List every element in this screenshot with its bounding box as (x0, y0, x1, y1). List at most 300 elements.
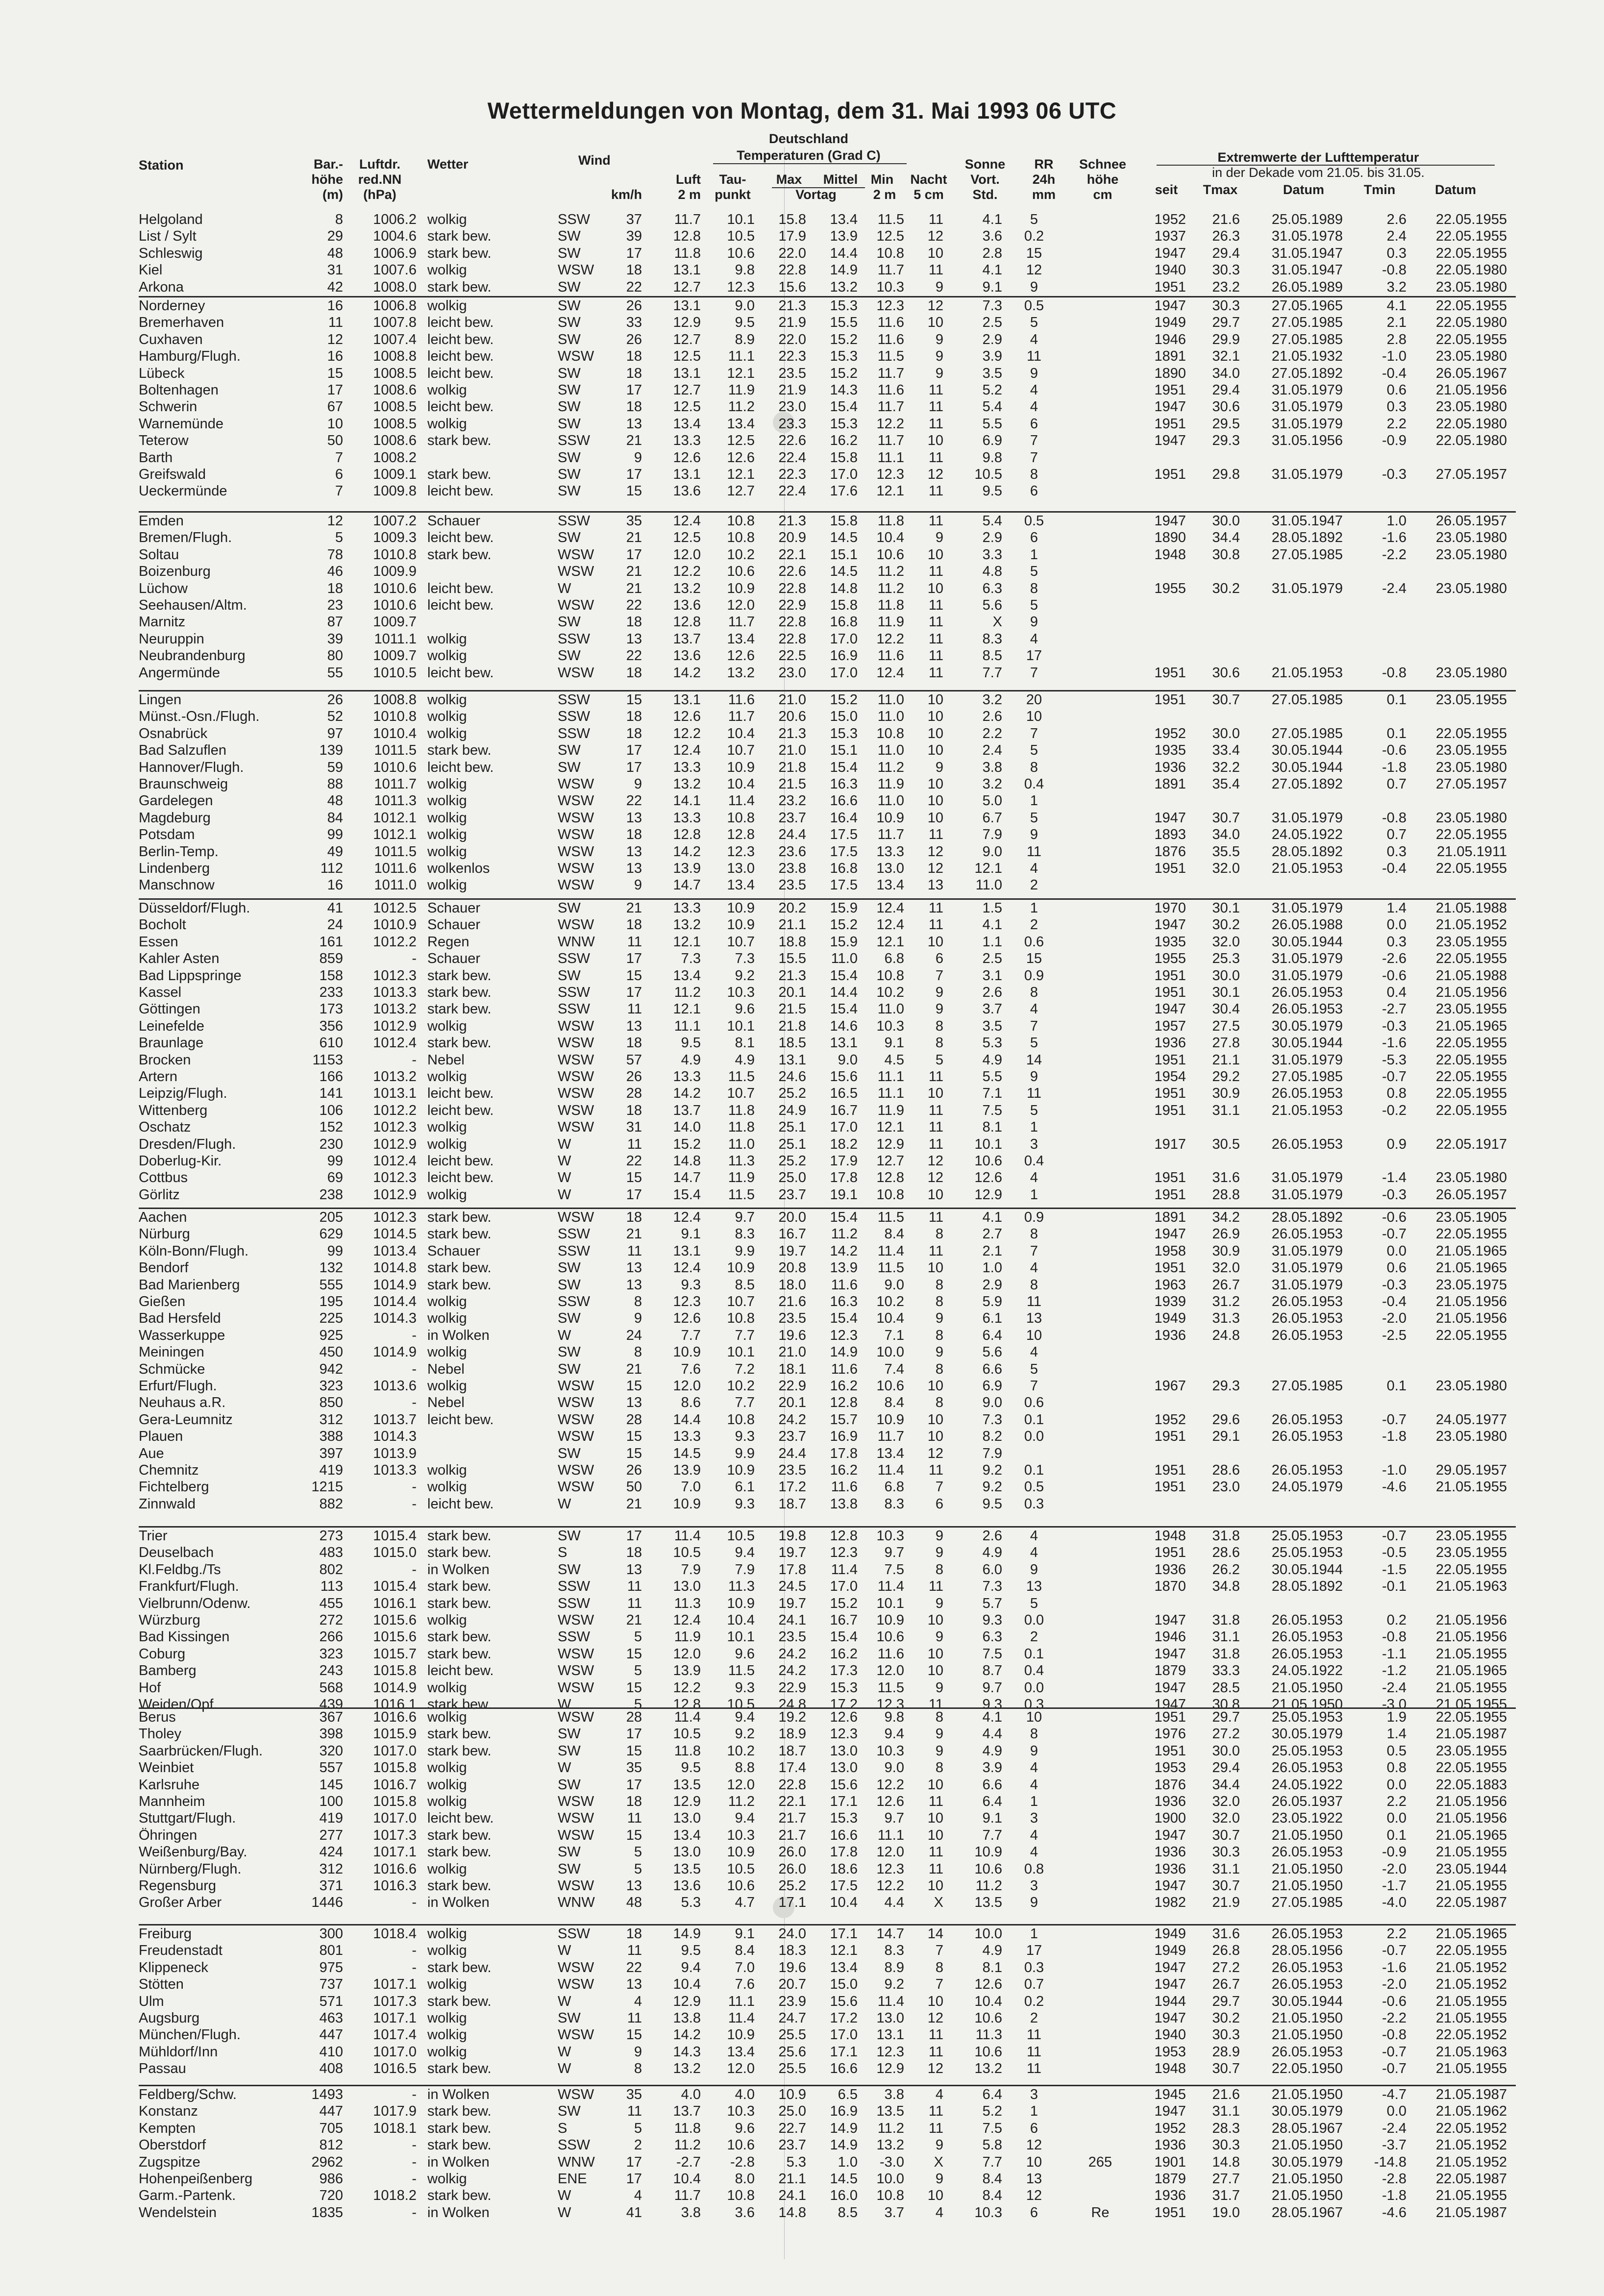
cell-wind-dir: WSW (558, 1086, 594, 1102)
cell-luft: 12.9 (673, 315, 701, 331)
cell-bar-hoehe: 139 (319, 742, 343, 759)
cell-wind-speed: 50 (626, 1479, 642, 1495)
cell-wetter: wolkig (427, 2044, 467, 2060)
cell-taupunkt: 11.5 (728, 1069, 755, 1085)
cell-wetter: leicht bew. (427, 315, 494, 331)
cell-seit: 1936 (1154, 1844, 1186, 1860)
cell-seit: 1947 (1154, 1646, 1186, 1662)
cell-nacht: 7 (935, 1943, 943, 1959)
cell-bar-hoehe: 801 (319, 1943, 343, 1959)
cell-wetter: wolkig (427, 1018, 467, 1034)
cell-taupunkt: 9.1 (735, 1926, 755, 1942)
cell-max: 24.8 (778, 1697, 806, 1712)
cell-sonne: 5.4 (982, 399, 1002, 415)
cell-sonne: 7.7 (982, 1827, 1002, 1843)
cell-station: Freiburg (139, 1926, 192, 1942)
cell-wind-speed: 17 (626, 759, 642, 775)
cell-wind-dir: SSW (558, 1001, 591, 1017)
cell-datum-min: 23.05.1980 (1435, 810, 1507, 826)
cell-rr: 5 (1030, 1035, 1038, 1051)
cell-seit: 1936 (1154, 1861, 1186, 1877)
cell-station: Bad Salzuflen (139, 742, 226, 759)
cell-tmax: 30.3 (1212, 1844, 1240, 1860)
cell-luft: 14.9 (673, 1926, 701, 1942)
cell-nacht: 10 (927, 1429, 943, 1445)
cell-mittel: 15.8 (830, 597, 858, 613)
cell-tmin: -0.9 (1382, 433, 1407, 449)
cell-tmin: -0.8 (1382, 810, 1407, 826)
cell-wetter: Schauer (427, 513, 481, 529)
cell-luft: 13.9 (673, 1663, 701, 1679)
cell-wind-dir: WSW (558, 348, 594, 365)
cell-mittel: 14.9 (830, 1344, 858, 1360)
cell-luftdruck: 1007.4 (373, 331, 417, 347)
cell-rr: 5 (1030, 212, 1038, 227)
cell-tmin: -2.7 (1382, 1001, 1407, 1017)
cell-mittel: 17.5 (830, 1878, 858, 1894)
cell-wetter: wolkig (427, 382, 467, 398)
cell-seit: 1949 (1154, 315, 1186, 331)
cell-seit: 1951 (1154, 279, 1186, 295)
cell-nacht: 11 (928, 212, 943, 227)
cell-station: Coburg (139, 1646, 186, 1662)
cell-mittel: 15.5 (830, 315, 858, 331)
cell-datum-max: 30.05.1944 (1271, 1035, 1343, 1051)
cell-tmax: 29.8 (1212, 467, 1240, 482)
table-row (0, 692, 1604, 708)
cell-wind-speed: 18 (626, 1035, 642, 1051)
cell-tmax: 30.2 (1212, 580, 1240, 596)
cell-rr: 11 (1026, 843, 1042, 860)
cell-rr: 8 (1030, 1726, 1038, 1742)
cell-rr: 4 (1030, 1827, 1038, 1843)
cell-wetter: stark bew. (427, 1993, 492, 2009)
cell-wind-speed: 18 (626, 1210, 642, 1225)
cell-min: 12.4 (876, 917, 904, 933)
cell-station: Zugspitze (139, 2154, 200, 2170)
cell-luft: 11.3 (674, 1595, 701, 1611)
cell-wind-dir: WSW (558, 1959, 594, 1975)
cell-luft: 10.5 (673, 1545, 701, 1561)
cell-wetter: stark bew. (427, 1035, 492, 1051)
cell-station: Ueckermünde (139, 483, 227, 499)
cell-wetter: stark bew. (427, 1629, 492, 1645)
cell-mittel: 16.2 (830, 1378, 858, 1394)
cell-seit: 1951 (1154, 967, 1186, 984)
table-row (0, 1612, 1604, 1628)
cell-wind-speed: 11 (627, 1595, 642, 1611)
cell-wind-dir: SW (558, 1445, 581, 1461)
cell-tmax: 29.3 (1212, 1378, 1240, 1394)
cell-wind-speed: 5 (634, 2120, 642, 2136)
cell-luft: 15.4 (673, 1186, 701, 1203)
cell-luftdruck: 1017.9 (373, 2103, 417, 2120)
cell-bar-hoehe: 850 (319, 1395, 343, 1411)
cell-wind-dir: SW (558, 1743, 581, 1759)
cell-datum-min: 21.05.1956 (1435, 1629, 1507, 1645)
cell-mittel: 15.8 (830, 449, 858, 466)
cell-taupunkt: 10.9 (727, 1260, 755, 1276)
cell-mittel: 16.9 (830, 648, 858, 664)
table-row (0, 1545, 1604, 1560)
cell-nacht: 10 (927, 1777, 943, 1793)
cell-bar-hoehe: 23 (327, 597, 343, 613)
cell-luft: 12.2 (673, 564, 701, 580)
cell-seit: 1955 (1154, 951, 1186, 967)
cell-max: 22.8 (778, 1777, 806, 1793)
cell-rr: 8 (1030, 759, 1038, 775)
cell-sonne: 13.2 (974, 2061, 1002, 2077)
cell-nacht: 12 (927, 843, 943, 860)
cell-rr: 10 (1026, 1709, 1042, 1725)
table-row (0, 1001, 1604, 1017)
cell-wind-speed: 15 (626, 483, 642, 499)
cell-sonne: 8.5 (982, 648, 1002, 664)
cell-luftdruck: 1013.2 (373, 1069, 417, 1085)
cell-bar-hoehe: 557 (319, 1760, 343, 1776)
cell-min: 7.4 (884, 1361, 904, 1377)
cell-wetter: stark bew. (427, 1595, 492, 1611)
cell-mittel: 12.8 (830, 1528, 858, 1544)
cell-taupunkt: 10.9 (727, 917, 755, 933)
cell-luft: 7.9 (681, 1561, 701, 1578)
cell-rr: 0.9 (1024, 1210, 1044, 1225)
cell-tmax: 23.0 (1212, 1479, 1240, 1495)
cell-nacht: X (934, 1895, 943, 1911)
cell-bar-hoehe: 323 (319, 1378, 343, 1394)
cell-tmin: 0.0 (1386, 2103, 1407, 2120)
cell-wetter: stark bew. (427, 967, 492, 984)
cell-wind-speed: 17 (626, 742, 642, 759)
cell-rr: 8 (1030, 985, 1038, 1000)
cell-wetter: wolkig (427, 1119, 467, 1136)
cell-wind-speed: 31 (626, 1119, 642, 1136)
cell-taupunkt: 10.7 (727, 934, 755, 950)
cell-luftdruck: 1016.3 (373, 1878, 417, 1894)
cell-sonne: 9.0 (982, 1395, 1002, 1411)
cell-luftdruck: - (412, 2137, 417, 2153)
cell-wind-dir: WSW (558, 597, 594, 613)
cell-min: 10.4 (876, 1310, 904, 1327)
cell-seit: 1947 (1154, 1679, 1186, 1696)
cell-nacht: 11 (928, 483, 943, 499)
cell-datum-min: 21.05.1987 (1435, 1726, 1507, 1742)
cell-wind-speed: 4 (634, 2188, 642, 2204)
cell-sonne: 6.9 (982, 1378, 1002, 1394)
cell-wind-speed: 15 (626, 1378, 642, 1394)
cell-min: 11.6 (877, 1646, 904, 1662)
cell-luft: 13.9 (673, 1462, 701, 1478)
cell-tmax: 31.8 (1212, 1646, 1240, 1662)
cell-max: 19.2 (778, 1709, 806, 1725)
cell-wind-dir: SW (558, 449, 581, 466)
cell-datum-min: 23.05.1980 (1435, 1378, 1507, 1394)
cell-luft: 10.4 (673, 2171, 701, 2187)
cell-tmin: -1.0 (1382, 1462, 1407, 1478)
cell-datum-min: 21.05.1956 (1435, 1310, 1507, 1327)
cell-nacht: 9 (935, 1001, 943, 1017)
cell-tmin: -0.4 (1382, 1294, 1407, 1309)
cell-luft: 12.0 (673, 1378, 701, 1394)
cell-taupunkt: 11.1 (728, 1993, 755, 2009)
cell-nacht: 10 (927, 793, 943, 809)
cell-min: 13.5 (876, 2103, 904, 2120)
cell-luft: 13.1 (673, 262, 701, 278)
cell-tmin: 1.4 (1386, 900, 1407, 916)
cell-mittel: 15.4 (830, 1310, 858, 1327)
cell-wetter: wolkig (427, 709, 467, 725)
cell-seit: 1949 (1154, 1926, 1186, 1942)
cell-mittel: 16.7 (830, 1102, 858, 1118)
cell-max: 18.7 (778, 1496, 806, 1512)
cell-mittel: 15.3 (830, 1679, 858, 1696)
header-kmh: km/h (611, 187, 642, 202)
cell-mittel: 15.3 (830, 348, 858, 365)
cell-wind-dir: WSW (558, 1709, 594, 1725)
cell-wetter: wolkig (427, 2010, 467, 2026)
cell-min: 10.8 (876, 725, 904, 741)
cell-luftdruck: 1015.8 (373, 1663, 417, 1679)
cell-nacht: 10 (927, 1612, 943, 1628)
cell-sonne: 8.7 (982, 1663, 1002, 1679)
cell-max: 22.9 (778, 597, 806, 613)
cell-wetter: leicht bew. (427, 331, 494, 347)
cell-station: Boizenburg (139, 564, 211, 580)
cell-luftdruck: - (412, 1327, 417, 1343)
cell-seit: 1951 (1154, 1545, 1186, 1561)
cell-nacht: 10 (927, 315, 943, 331)
cell-datum-max: 27.05.1985 (1271, 546, 1343, 563)
cell-seit: 1940 (1154, 262, 1186, 278)
cell-tmin: 0.0 (1386, 917, 1407, 933)
cell-tmin: -2.2 (1382, 2010, 1407, 2026)
cell-max: 19.8 (778, 1528, 806, 1544)
cell-wind-dir: SW (558, 2010, 581, 2026)
cell-mittel: 12.3 (830, 1327, 858, 1343)
cell-nacht: 9 (935, 365, 943, 381)
cell-tmin: -0.7 (1382, 1943, 1407, 1959)
cell-bar-hoehe: 1446 (311, 1895, 343, 1911)
cell-station: Nürburg (139, 1226, 190, 1242)
cell-datum-max: 27.05.1985 (1271, 725, 1343, 741)
cell-mittel: 15.9 (830, 934, 858, 950)
cell-taupunkt: 8.9 (735, 331, 755, 347)
cell-max: 18.9 (778, 1726, 806, 1742)
cell-bar-hoehe: 233 (319, 985, 343, 1000)
cell-nacht: 11 (928, 1243, 943, 1259)
cell-sonne: 8.4 (982, 2188, 1002, 2204)
cell-tmax: 34.8 (1212, 1579, 1240, 1595)
cell-taupunkt: 7.3 (735, 951, 755, 967)
cell-luft: 12.6 (673, 709, 701, 725)
cell-luft: 12.7 (673, 382, 701, 398)
cell-bar-hoehe: 8 (335, 212, 343, 227)
cell-rr: 2 (1030, 917, 1038, 933)
cell-min: 8.4 (884, 1226, 904, 1242)
cell-wetter: leicht bew. (427, 1086, 494, 1102)
table-row (0, 1878, 1604, 1894)
cell-min: 13.4 (876, 877, 904, 893)
table-row (0, 1429, 1604, 1444)
cell-max: 26.0 (778, 1861, 806, 1877)
cell-max: 25.5 (778, 2027, 806, 2043)
cell-bar-hoehe: 975 (319, 1959, 343, 1975)
header-datum-min: Datum (1434, 182, 1476, 197)
table-row (0, 228, 1604, 244)
cell-max: 24.0 (778, 1926, 806, 1942)
cell-min: 12.6 (876, 1794, 904, 1809)
cell-wetter: in Wolken (427, 1895, 490, 1911)
cell-max: 25.2 (778, 1153, 806, 1169)
cell-datum-max: 21.05.1950 (1271, 2087, 1343, 2102)
cell-nacht: 11 (928, 449, 943, 466)
cell-wind-dir: SSW (558, 1294, 591, 1309)
cell-station: Konstanz (139, 2103, 198, 2120)
cell-tmax: 29.7 (1212, 1709, 1240, 1725)
cell-min: 10.0 (876, 2171, 904, 2187)
cell-seit: 1935 (1154, 934, 1186, 950)
cell-max: 20.6 (778, 709, 806, 725)
cell-station: Plauen (139, 1429, 183, 1445)
cell-mittel: 17.0 (830, 467, 858, 482)
cell-rr: 5 (1030, 315, 1038, 331)
cell-mittel: 17.8 (830, 1445, 858, 1461)
group-separator (139, 511, 1516, 513)
cell-datum-min: 21.05.1956 (1435, 1794, 1507, 1809)
cell-seit: 1937 (1154, 228, 1186, 245)
cell-tmax: 32.2 (1212, 759, 1240, 775)
cell-max: 22.6 (778, 433, 806, 449)
cell-rr: 9 (1030, 365, 1038, 381)
cell-min: 11.7 (877, 399, 904, 415)
cell-sonne: 5.2 (982, 2103, 1002, 2120)
cell-wind-speed: 11 (627, 934, 642, 950)
cell-luftdruck: 1014.9 (373, 1277, 417, 1293)
cell-wind-dir: WSW (558, 1479, 594, 1495)
cell-max: 23.5 (778, 1629, 806, 1645)
cell-bar-hoehe: 1215 (311, 1479, 343, 1495)
cell-tmax: 19.0 (1212, 2204, 1240, 2221)
cell-nacht: 11 (928, 399, 943, 415)
cell-nacht: 11 (928, 2027, 943, 2043)
cell-datum-max: 28.05.1956 (1271, 1943, 1343, 1959)
cell-station: Barth (139, 449, 173, 466)
cell-datum-max: 26.05.1953 (1271, 1294, 1343, 1309)
cell-wetter: wolkig (427, 1069, 467, 1085)
cell-max: 20.1 (778, 985, 806, 1000)
cell-station: Görlitz (139, 1186, 180, 1203)
cell-mittel: 15.2 (830, 917, 858, 933)
cell-wind-dir: SW (558, 1277, 581, 1293)
cell-max: 21.1 (778, 917, 806, 933)
cell-taupunkt: 12.7 (727, 483, 755, 499)
cell-wind-speed: 11 (627, 2103, 642, 2120)
cell-wind-dir: WSW (558, 793, 594, 809)
cell-mittel: 11.4 (831, 1561, 858, 1578)
cell-tmax: 30.9 (1212, 1086, 1240, 1102)
header-temperaturen: Temperaturen (Grad C) (737, 148, 881, 163)
cell-sonne: 5.4 (982, 513, 1002, 529)
cell-seit: 1951 (1154, 861, 1186, 876)
cell-datum-max: 27.05.1985 (1271, 1378, 1343, 1394)
cell-station: Wasserkuppe (139, 1327, 225, 1343)
table-row (0, 1810, 1604, 1826)
cell-max: 24.6 (778, 1069, 806, 1085)
cell-max: 22.8 (778, 580, 806, 596)
header-min-2m: 2 m (873, 187, 896, 202)
cell-nacht: 7 (935, 967, 943, 984)
cell-station: Garm.-Partenk. (139, 2188, 236, 2204)
cell-nacht: 12 (927, 2010, 943, 2026)
cell-wind-speed: 21 (626, 1361, 642, 1377)
cell-max: 22.7 (778, 2120, 806, 2136)
cell-bar-hoehe: 272 (319, 1612, 343, 1628)
cell-luft: 9.5 (681, 1035, 701, 1051)
cell-luft: 13.6 (673, 483, 701, 499)
cell-tmin: -0.3 (1382, 1277, 1407, 1293)
cell-mittel: 14.5 (830, 2171, 858, 2187)
cell-luftdruck: 1014.4 (373, 1294, 417, 1309)
cell-luftdruck: - (412, 1052, 417, 1068)
cell-datum-min: 23.05.1980 (1435, 580, 1507, 596)
group-separator (139, 1526, 1516, 1528)
cell-tmin: 0.8 (1386, 1086, 1407, 1102)
cell-sonne: 8.1 (982, 1959, 1002, 1975)
cell-nacht: 8 (935, 1294, 943, 1309)
cell-mittel: 14.4 (830, 985, 858, 1000)
cell-luft: 13.1 (673, 1243, 701, 1259)
cell-station: Kempten (139, 2120, 196, 2136)
cell-wind-dir: SW (558, 399, 581, 415)
cell-min: 13.2 (876, 2137, 904, 2153)
cell-luft: 13.2 (673, 917, 701, 933)
cell-seit: 1946 (1154, 1629, 1186, 1645)
table-row (0, 1528, 1604, 1544)
table-row (0, 2121, 1604, 2136)
cell-min: 12.2 (876, 1878, 904, 1894)
cell-wind-speed: 17 (626, 951, 642, 967)
cell-rr: 0.8 (1024, 1861, 1044, 1877)
cell-datum-max: 28.05.1892 (1271, 1579, 1343, 1595)
cell-taupunkt: 8.0 (735, 2171, 755, 2187)
cell-taupunkt: 10.9 (727, 1462, 755, 1478)
table-row (0, 1895, 1604, 1910)
cell-wind-dir: SSW (558, 725, 591, 741)
cell-mittel: 16.3 (830, 1294, 858, 1309)
cell-bar-hoehe: 555 (319, 1277, 343, 1293)
header-datum-max: Datum (1283, 182, 1324, 197)
cell-min: 10.8 (876, 2188, 904, 2204)
cell-luftdruck: 1006.9 (373, 245, 417, 261)
cell-luft: 13.2 (673, 580, 701, 596)
table-row (0, 1629, 1604, 1645)
cell-sonne: 9.1 (982, 1810, 1002, 1827)
cell-datum-max: 30.05.1944 (1271, 934, 1343, 950)
cell-luft: 14.3 (673, 2044, 701, 2060)
cell-seit: 1967 (1154, 1378, 1186, 1394)
cell-wind-dir: WSW (558, 1052, 594, 1068)
cell-rr: 17 (1026, 648, 1042, 664)
cell-seit: 1952 (1154, 212, 1186, 227)
cell-rr: 6 (1030, 530, 1038, 546)
cell-wind-speed: 13 (626, 1561, 642, 1578)
header-bar-hoehe-1: Bar.- (313, 157, 343, 172)
cell-station: Schwerin (139, 399, 197, 415)
cell-nacht: 5 (935, 1052, 943, 1068)
cell-taupunkt: 12.3 (727, 279, 755, 295)
cell-wetter: stark bew. (427, 245, 492, 261)
cell-taupunkt: 7.0 (735, 1959, 755, 1975)
